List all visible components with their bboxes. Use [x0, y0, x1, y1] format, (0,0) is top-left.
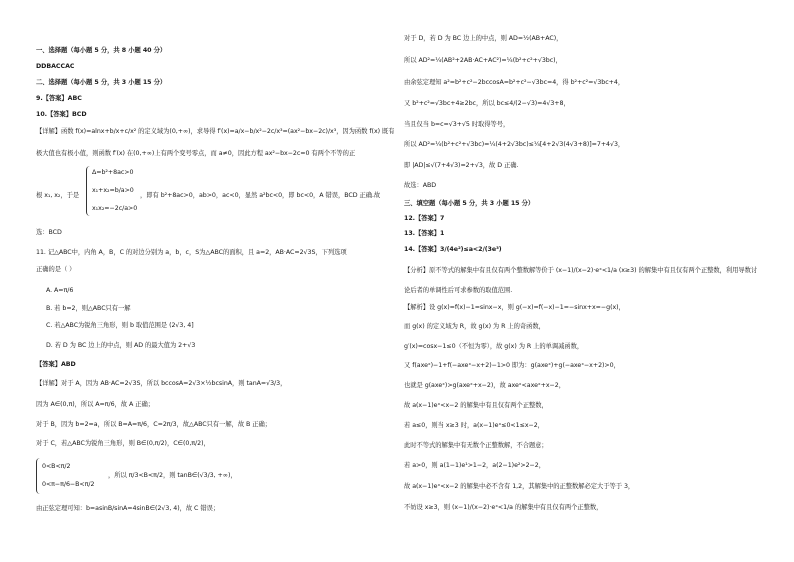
q10-system-line-2: x₁+x₂=b/a>0 [92, 187, 134, 194]
system-brace [86, 166, 90, 216]
section-multi-heading: 二、选择题（每小题 5 分，共 3 小题 15 分） [36, 79, 167, 86]
ad-squared-line: 所以 AD²=¼(AB²+2AB·AC+AC²)=¼(b²+c²+√3bc)， [404, 57, 562, 64]
ad-bound-line: 所以 AD²=¼(b²+c²+√3bc)=¼(4+2√3bc)≤¼[4+2√3(4√3+8)]=7+4√3， [404, 141, 625, 148]
q9-answer: 9.【答案】ABC [36, 95, 82, 102]
choice-answers: DDBACCAC [36, 63, 75, 70]
q11-option-c: C. 若△ABC为锐角三角形，则 b 取值范围是 (2√3, 4] [46, 322, 194, 329]
q14-solution-4: 又 f(axeˣ)−1+f(−axeˣ−x+2)−1>0 即为：g(axeˣ)+g(−axeˣ−x+2)>0， [404, 362, 620, 369]
q14-solution-1: 【解析】设 g(x)=f(x)−1=sinx−x，则 g(−x)=f(−x)−1=−sinx+x=−g(x)， [404, 304, 625, 311]
q14-solution-2: 而 g(x) 的定义域为 R，故 g(x) 为 R 上的奇函数， [404, 323, 545, 330]
equality-line: 当且仅当 b=c=√3+√5 时取得等号， [404, 121, 510, 128]
q11-detail-4: 对于 C，若△ABC为锐角三角形，则 B∈(0,π/2)，C∈(0,π/2)， [36, 440, 210, 447]
q13-answer: 13.【答案】1 [404, 230, 445, 237]
q10-detail-4: 选：BCD [36, 229, 62, 236]
cosine-law-line: 由余弦定理知 a²=b²+c²−2bccosA=b²+c²−√3bc=4，得 b²+c²=√3bc+4， [404, 79, 625, 86]
q11-option-d: D. 若 D 为 BC 边上的中点，则 AD 的最大值为 2+√3 [46, 342, 196, 349]
q10-detail-3b: ，即有 b²+8ac>0，ab>0，ac<0，显然 a²bc<0，即 bc<0，A 错误，BCD 正确.故 [140, 192, 381, 199]
q14-solution-9: 若 a>0，则 a(1−1)e¹>1−2，a(2−1)e²>2−2， [404, 462, 545, 469]
q14-answer: 14.【答案】3/(4e²)≤a<2/(3e³) [404, 246, 502, 253]
q11-choice-line: 故选：ABD [404, 182, 437, 189]
q14-solution-5: 也就是 g(axeˣ)>g(axeˣ+x−2)，故 axeˣ<axeˣ+x−2， [404, 382, 565, 389]
q12-answer: 12.【答案】7 [404, 215, 445, 222]
section-fill-heading: 三、填空题（每小题 5 分，共 3 小题 15 分） [404, 200, 535, 207]
q10-detail-3a: 根 x₁, x₂，于是 [36, 192, 80, 199]
q14-analysis-2: 论后者的单调性后可求参数的取值范围. [404, 287, 513, 294]
q14-analysis-1: 【分析】原不等式的解集中有且仅有两个整数解等价于 (x−1)/(x−2)·eˣ<1/a (x≥3) 的解集中有且仅有两个正整数，利用导数讨 [404, 267, 758, 274]
q11-option-b: B. 若 b=2，则△ABC只有一解 [46, 305, 131, 312]
q11-stem-2: 正确的是（ ） [36, 266, 76, 273]
q10-system-line-3: x₁x₂=−2c/a>0 [92, 205, 138, 212]
q11-option-a: A. A=π/6 [46, 287, 74, 294]
q11-detail-5: ，所以 π/3<B<π/2，则 tanB∈(√3/3, +∞)， [108, 472, 237, 479]
system-brace-2 [36, 458, 40, 494]
bc-bound-line: 又 b²+c²=√3bc+4≥2bc，所以 bc≤4/(2−√3)=4√3+8， [404, 100, 570, 107]
q14-solution-3: g′(x)=cosx−1≤0（不恒为零），故 g(x) 为 R 上的单调减函数， [404, 343, 584, 350]
q14-solution-8: 此时不等式的解集中有无数个正整数解，不合题意； [404, 442, 548, 449]
q11-system-line-1: 0<B<π/2 [42, 463, 71, 470]
q10-system-line-1: Δ=b²+8ac>0 [92, 169, 134, 176]
q14-solution-10: 故 a(x−1)eˣ<x−2 的解集中必不含有 1,2，其解集中的正整数解必定大于等于 3， [404, 483, 635, 490]
q14-solution-7: 若 a≤0，则当 x≥3 时，a(x−1)eˣ≤0<1≤x−2， [404, 422, 544, 429]
ad-max-line: 即 |AD|≤√(7+4√3)=2+√3，故 D 正确. [404, 162, 519, 169]
d-midpoint-line: 对于 D，若 D 为 BC 边上的中点，则 AD=½(AB+AC)， [404, 35, 563, 42]
q10-answer: 10.【答案】BCD [36, 111, 87, 118]
q11-detail-1: 【详解】对于 A，因为 AB·AC=2√3S，所以 bccosA=2√3×½bcsinA，则 tanA=√3/3， [36, 380, 287, 387]
q11-stem: 11. 记△ABC中，内角 A，B，C 的对边分别为 a，b，c，S为△ABC的面积，且 a=2，AB·AC=2√3S，下列选项 [36, 249, 347, 256]
q14-solution-11: 不妨设 x≥3，则 (x−1)/(x−2)·eˣ<1/a 的解集中有且仅有两个正整数， [404, 504, 603, 511]
q10-detail-2: 极大值也有极小值，则函数 f′(x) 在(0,+∞)上有两个变号零点，而 a≠0，因此方程 ax²−bx−2c=0 有两个不等的正 [36, 150, 356, 157]
q14-solution-6: 故 a(x−1)eˣ<x−2 的解集中有且仅有两个正整数， [404, 402, 548, 409]
q11-detail-6: 由正弦定理可知：b=asinB/sinA=4sinB∈(2√3, 4)，故 C 错误； [36, 505, 220, 512]
q11-detail-3: 对于 B，因为 b=2=a，所以 B=A=π/6，C=2π/3，故△ABC只有一解，故 B 正确； [36, 421, 272, 428]
q10-detail-1: 【详解】函数 f(x)=alnx+b/x+c/x² 的定义域为(0,+∞)，求导得 f′(x)=a/x−b/x²−2c/x³=(ax²−bx−2c)/x³，因为函数 f(x) 既有 [36, 128, 395, 135]
q11-detail-2: 因为 A∈(0,π)，所以 A=π/6，故 A 正确； [36, 401, 154, 408]
q11-system-line-2: 0<π−π/6−B<π/2 [42, 481, 95, 488]
q11-answer: 【答案】ABD [36, 361, 76, 368]
section-choice-heading: 一、选择题（每小题 5 分，共 8 小题 40 分） [36, 47, 167, 54]
